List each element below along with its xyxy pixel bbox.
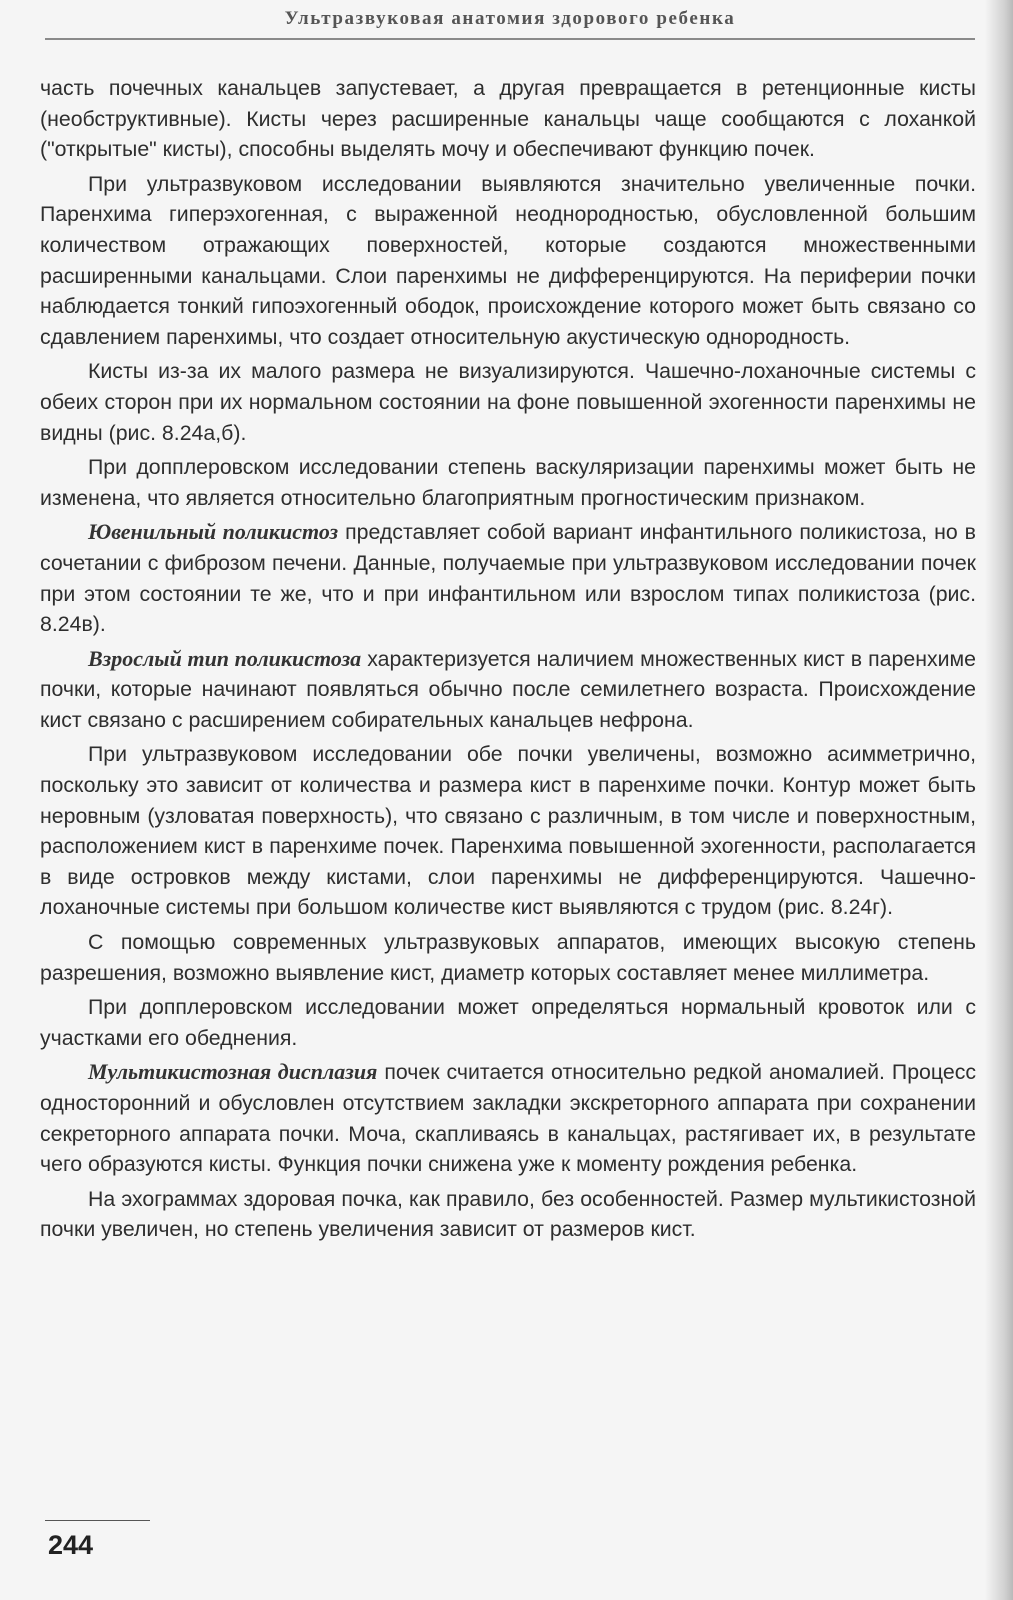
term-adult-polycystosis: Взрослый тип поликистоза: [88, 645, 362, 671]
paragraph-10-text: почек считается относительно редкой аномалией. Процесс односторонний и обусловлен отсутствием закладки экскреторного аппарата при сохранении секреторного аппарата почки. Моча, скапливаясь в канальцах, растягивает их, в результате чего образуются кисты. Функция почки снижена уже к моменту рождения ребенка.: [40, 1060, 976, 1177]
paragraph-10: [40, 1057, 976, 1179]
header-rule: [45, 38, 975, 40]
body-text: [40, 73, 976, 1245]
running-header: Ультразвуковая анатомия здорового ребенка: [284, 8, 736, 29]
paragraph-3: Кисты из-за их малого размера не визуализируются. Чашечно-лоханочные системы с обеих сторон при их нормальном состоянии на фоне повышенной эхогенности паренхимы не видны (рис. 8.24а,б).: [40, 359, 976, 445]
paragraph-4: При допплеровском исследовании степень васкуляризации паренхимы может быть не изменена, что является относительно благоприятным прогностическим признаком.: [40, 455, 976, 510]
page-number: 244: [48, 1530, 94, 1560]
paragraph-2: При ультразвуковом исследовании выявляются значительно увеличенные почки. Паренхима гиперэхогенная, с выраженной неоднородностью, обусловленной большим количеством отражающих поверхностей, которые создаются множественными расширенными канальцами. Слои паренхимы не дифференцируются. На периферии почки наблюдается тонкий гипоэхогенный ободок, происхождение которого может быть связано со сдавлением паренхимы, что создает относительную акустическую однородность.: [40, 171, 976, 349]
paragraph-8: С помощью современных ультразвуковых аппаратов, имеющих высокую степень разрешения, возможно выявление кист, диаметр которых составляет менее миллиметра.: [40, 930, 976, 985]
term-multicystic-dysplasia: Мультикистозная дисплазия: [88, 1059, 378, 1085]
term-juvenile-polycystosis: Ювенильный поликистоз: [88, 519, 339, 545]
paragraph-5: [40, 517, 976, 639]
paragraph-9: При допплеровском исследовании может определяться нормальный кровоток или с участками его обеднения.: [40, 995, 976, 1050]
page-edge-shadow: [985, 0, 1013, 1600]
paragraph-5-text: представляет собой вариант инфантильного поликистоза, но в сочетании с фиброзом печени. Данные, получаемые при ультразвуковом исследовании почек при этом состоянии те же, что и при инфантильном или взрослом типах поликистоза (рис. 8.24в).: [40, 520, 976, 637]
paragraph-11: На эхограммах здоровая почка, как правило, без особенностей. Размер мультикистозной почки увеличен, но степень увеличения зависит от размеров кист.: [40, 1186, 976, 1242]
paragraph-6: [40, 644, 976, 736]
paragraph-7: При ультразвуковом исследовании обе почки увеличены, возможно асимметрично, поскольку это зависит от количества и размера кист в паренхиме почки. Контур может быть неровным (узловатая поверхность), что связано с различным, в том числе и поверхностным, расположением кист в паренхиме почек. Паренхима повышенной эхогенности, располагается в виде островков между кистами, слои паренхимы не дифференцируются. Чашечно-лоханочные системы при большом количестве кист выявляются с трудом (рис. 8.24г).: [40, 742, 976, 920]
paragraph-6-text: характеризуется наличием множественных кист в паренхиме почки, которые начинают появляться обычно после семилетнего возраста. Происхождение кист связано с расширением собирательных канальцев нефрона.: [40, 646, 976, 732]
paragraph-1: часть почечных канальцев запустевает, а другая превращается в ретенционные кисты (необструктивные). Кисты через расширенные канальцы чаще сообщаются с лоханкой ("открытые" кисты), способны выделять мочу и обеспечивают функцию почек.: [40, 76, 976, 162]
footer-rule: [45, 1520, 150, 1521]
